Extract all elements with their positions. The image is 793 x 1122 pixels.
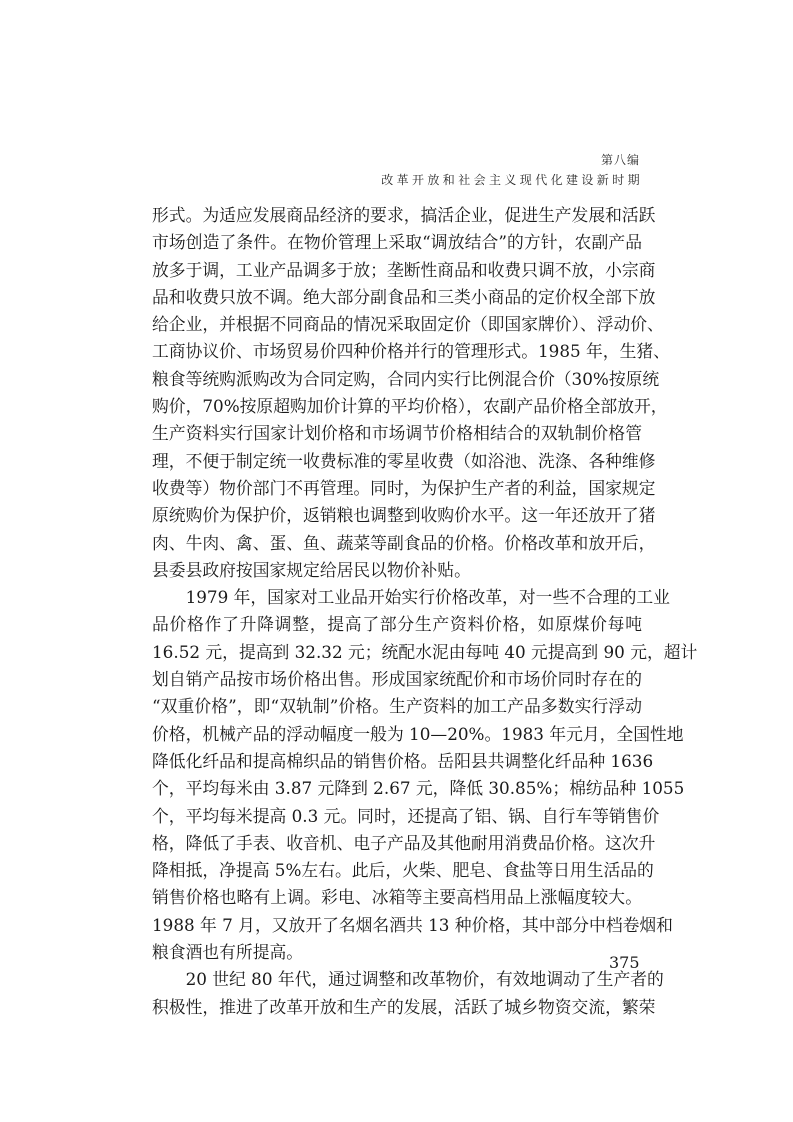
text-line: 降相抵，净提高 5%左右。此后，火柴、肥皂、食盐等日用生活品的 [152, 860, 654, 881]
text-line: 价格，机械产品的浮动幅度一般为 10—20%。1983 年元月，全国性地 [152, 723, 684, 744]
text-line: 工商协议价、市场贸易价四种价格并行的管理形式。1985 年，生猪、 [152, 341, 670, 362]
text-line: 收费等）物价部门不再管理。同时，为保护生产者的利益，国家规定 [152, 477, 656, 498]
text-line: 市场创造了条件。在物价管理上采取“调放结合”的方针，农副产品 [152, 232, 642, 253]
text-line: 形式。为适应发展商品经济的要求，搞活企业，促进生产发展和活跃 [152, 205, 656, 225]
text-line: 理，不便于制定统一收费标准的零星收费（如浴池、洗涤、各种维修 [152, 450, 656, 471]
text-line: “双重价格”，即“双轨制”价格。生产资料的加工产品多数实行浮动 [152, 696, 642, 717]
text-line: 个，平均每米提高 0.3 元。同时，还提高了铝、锅、自行车等销售价 [152, 805, 660, 826]
text-line: 粮食等统购派购改为合同定购，合同内实行比例混合价（30%按原统 [152, 368, 660, 389]
text-line: 品价格作了升降调整，提高了部分生产资料价格，如原煤价每吨 [152, 614, 642, 635]
body-text [152, 202, 698, 1021]
section-title: 改革开放和社会主义现代化建设新时期 [381, 173, 643, 187]
text-line: 粮食酒也有所提高。 [152, 942, 304, 963]
text-line: 肉、牛肉、禽、蛋、鱼、蔬菜等副食品的价格。价格改革和放开后， [152, 532, 656, 553]
text-line: 县委县政府按国家规定给居民以物价补贴。 [152, 559, 471, 580]
text-line: 1979 年，国家对工业品开始实行价格改革，对一些不合理的工业 [152, 587, 670, 608]
text-line: 品和收费只放不调。绝大部分副食品和三类小商品的定价权全部下放 [152, 286, 656, 307]
page-number: 375 [609, 953, 640, 972]
text-line: 原统购价为保护价，返销粮也调整到收购价水平。这一年还放开了猪 [152, 505, 656, 526]
running-head [381, 150, 643, 190]
text-line: 放多于调，工业产品调多于放；垄断性商品和收费只调不放，小宗商 [152, 259, 656, 280]
text-line: 降低化纤品和提高棉织品的销售价格。岳阳县共调整化纤品种 1636 [152, 750, 654, 771]
text-line: 购价，70%按原超购加价计算的平均价格），农副产品价格全部放开， [152, 396, 668, 417]
text-line: 给企业，并根据不同商品的情况采取固定价（即国家牌价）、浮动价、 [152, 314, 664, 335]
part-title: 第八编 [600, 153, 640, 167]
text-line: 20 世纪 80 年代，通过调整和改革物价，有效地调动了生产者的 [152, 969, 664, 990]
text-line: 个，平均每米由 3.87 元降到 2.67 元，降低 30.85%；棉纺品种 1055 [152, 778, 685, 799]
text-line: 1988 年 7 月，又放开了名烟名酒共 13 种价格，其中部分中档卷烟和 [152, 914, 673, 935]
text-line: 16.52 元，提高到 32.32 元；统配水泥由每吨 40 元提高到 90 元，超计 [152, 641, 698, 662]
text-line: 销售价格也略有上调。彩电、冰箱等主要高档用品上涨幅度较大。 [152, 887, 642, 908]
text-line: 划自销产品按市场价格出售。形成国家统配价和市场价同时存在的 [152, 669, 642, 690]
text-line: 格，降低了手表、收音机、电子产品及其他耐用消费品价格。这次升 [152, 832, 656, 853]
text-line: 积极性，推进了改革开放和生产的发展，活跃了城乡物资交流，繁荣 [152, 996, 656, 1017]
text-line: 生产资料实行国家计划价格和市场调节价格相结合的双轨制价格管 [152, 423, 642, 444]
